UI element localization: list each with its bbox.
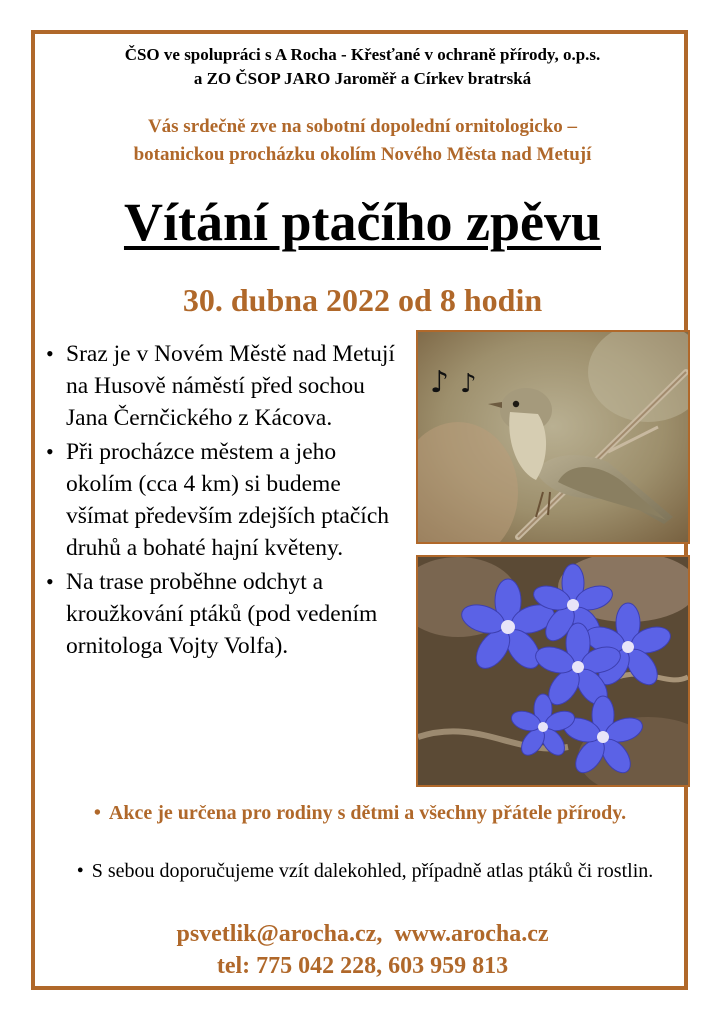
flower-photo — [416, 555, 690, 787]
bring-text: S sebou doporučujeme vzít dalekohled, případně atlas ptáků či rostlin. — [91, 860, 654, 882]
detail-walk: • Při procházce městem a jeho okolím (cca 4 km) si budeme všímat především zdejších ptačích druhů a bohaté hajní květeny. — [46, 436, 408, 564]
svg-text:♪: ♪ — [430, 365, 450, 400]
detail-ringing: • Na trase proběhne odchyt a kroužkování ptáků (pod vedením ornitologa Vojty Volfa). — [46, 566, 408, 662]
target-text: Akce je určena pro rodiny s dětmi a všechny přátele přírody. — [108, 802, 627, 824]
invitation-line-2: botanickou procházku okolím Nového Města nad Metují — [133, 144, 592, 165]
bird-illustration — [418, 332, 688, 542]
hepatica-illustration — [418, 557, 688, 785]
target-bullet: • — [93, 802, 101, 824]
event-date: 30. dubna 2022 od 8 hodin — [182, 282, 543, 318]
contact-email-web: psvetlik@arocha.cz, www.arocha.cz — [176, 921, 549, 947]
svg-text:♪: ♪ — [460, 369, 477, 399]
invitation — [0, 113, 725, 169]
target-audience — [60, 800, 660, 827]
detail-meeting-point: • Sraz je v Novém Městě nad Metují na Husově náměstí před sochou Jana Černčického z Kácova. — [46, 338, 408, 434]
organizers-line-2: a ZO ČSOP JARO Jaroměř a Církev bratrská — [193, 69, 532, 88]
bird-photo — [416, 330, 690, 544]
event-title — [0, 187, 725, 257]
organizers-line-1: ČSO ve spolupráci s A Rocha - Křesťané v ochraně přírody, o.p.s. — [124, 45, 601, 64]
event-title-text: Vítání ptačího zpěvu — [123, 192, 602, 252]
organizers — [0, 43, 725, 91]
invitation-line-1: Vás srdečně zve na sobotní dopolední ornitologicko – — [147, 116, 578, 137]
contact-phone: tel: 775 042 228, 603 959 813 — [216, 953, 509, 979]
bring-bullet: • — [76, 860, 84, 882]
bring-recommendation — [60, 858, 670, 885]
details-list — [46, 338, 408, 664]
